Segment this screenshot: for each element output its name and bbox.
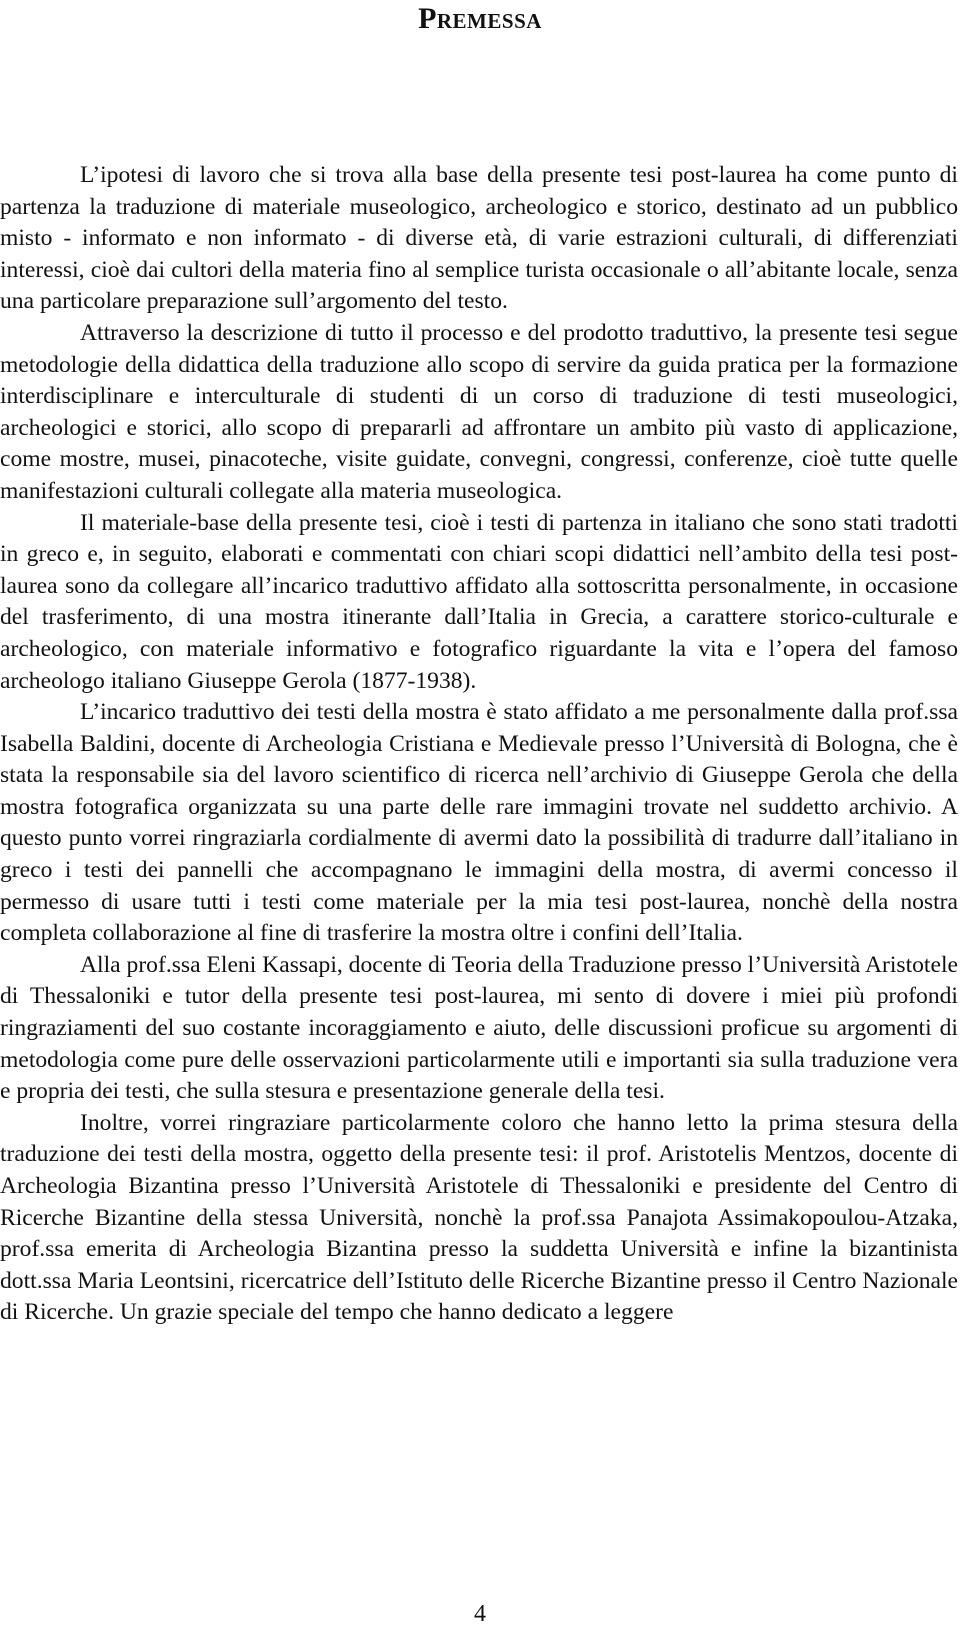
paragraph-1: L’ipotesi di lavoro che si trova alla base della presente tesi post-laurea ha come punto di partenza la traduzione di materiale museologico, archeologico e storico, destinato ad un pubblico misto - informato e non informato - di diverse età, di varie estrazioni culturali, di differenziati interessi, cioè dai cultori della materia fino al semplice turista occasionale o all’abitante locale, senza una particolare preparazione sull’argomento del testo.: [0, 162, 958, 315]
page-number: 4: [474, 1601, 486, 1627]
paragraph-3: Il materiale-base della presente tesi, cioè i testi di partenza in italiano che sono stati tradotti in greco e, in seguito, elaborati e commentati con chiari scopi didattici nell’ambito della tesi post-laurea sono da collegare all’incarico traduttivo affidato alla sottoscritta personalmente, in occasione del trasferimento, di una mostra itinerante dall’Italia in Grecia, a carattere storico-culturale e archeologico, con materiale informativo e fotografico riguardante la vita e l’opera del famoso archeologo italiano Giuseppe Gerola (1877-1938).: [0, 509, 958, 694]
paragraph-6: Inoltre, vorrei ringraziare particolarmente coloro che hanno letto la prima stesura della traduzione dei testi della mostra, oggetto della presente tesi: il prof. Aristotelis Mentzos, docente di Archeologia Bizantina presso l’Università Aristotele di Thessaloniki e presidente del Centro di Ricerche Bizantine della stessa Università, nonchè la prof.ssa Panajota Assimakopoulou-Atzaka, prof.ssa emerita di Archeologia Bizantina presso la suddetta Università e infine la bizantinista dott.ssa Maria Leontsini, ricercatrice dell’Istituto delle Ricerche Bizantine presso il Centro Nazionale di Ricerche. Un grazie speciale del tempo che hanno dedicato a leggere: [0, 1109, 958, 1326]
body-text: [0, 160, 958, 1329]
paragraph-4: L’incarico traduttivo dei testi della mostra è stato affidato a me personalmente dalla prof.ssa Isabella Baldini, docente di Archeologia Cristiana e Medievale presso l’Università di Bologna, che è stata la responsabile sia del lavoro scientifico di ricerca nell’archivio di Giuseppe Gerola che della mostra fotografica organizzata su una parte delle rare immagini trovate nel suddetto archivio. A questo punto vorrei ringraziarla cordialmente di avermi dato la possibilità di tradurre dall’italiano in greco i testi dei pannelli che accompagnano le immagini della mostra, di avermi concesso il permesso di usare tutti i testi come materiale per la mia tesi post-laurea, nonchè della nostra completa collaborazione al fine di trasferire la mostra oltre i confini dell’Italia.: [0, 699, 958, 947]
page-title: Premessa: [418, 2, 542, 35]
paragraph-5: Alla prof.ssa Eleni Kassapi, docente di Teoria della Traduzione presso l’Università Aristotele di Thessaloniki e tutor della presente tesi post-laurea, mi sento di dovere i miei più profondi ringraziamenti del suo costante incoraggiamento e aiuto, delle discussioni proficue su argomenti di metodologia come pure delle osservazioni particolarmente utili e importanti sia sulla traduzione vera e propria dei testi, che sulla stesura e presentazione generale della tesi.: [0, 951, 958, 1105]
paragraph-2: Attraverso la descrizione di tutto il processo e del prodotto traduttivo, la presente tesi segue metodologie della didattica della traduzione allo scopo di servire da guida pratica per la formazione interdisciplinare e interculturale di studenti di un corso di traduzione di testi museologici, archeologici e storici, allo scopo di prepararli ad affrontare un ambito più vasto di applicazione, come mostre, musei, pinacoteche, visite guidate, convegni, congressi, conferenze, cioè tutte quelle manifestazioni culturali collegate alla materia museologica.: [0, 319, 958, 504]
